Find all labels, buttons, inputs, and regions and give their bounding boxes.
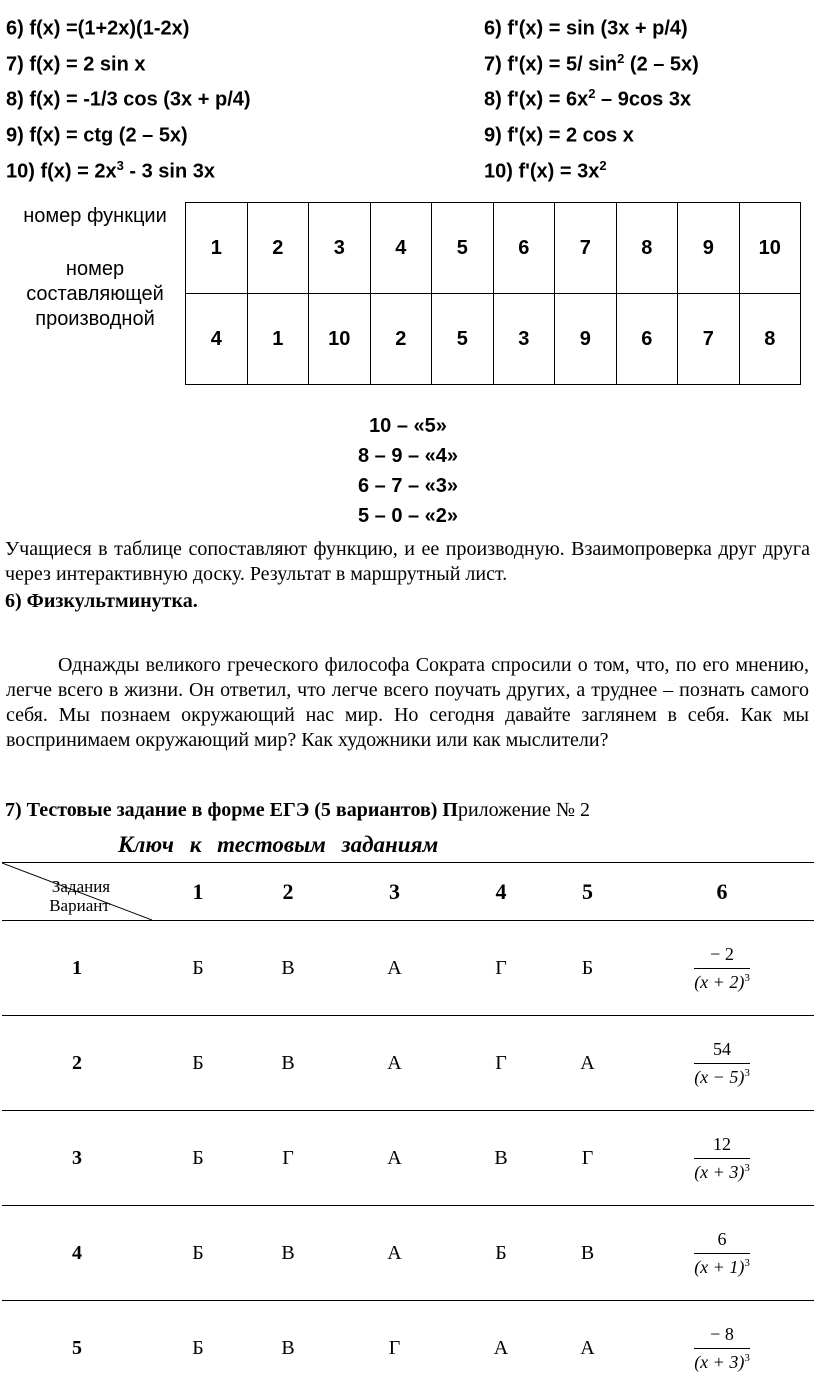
match-grid-header-row bbox=[186, 203, 801, 294]
match-label-top: номер функции bbox=[23, 205, 167, 228]
answer-cell: В bbox=[281, 1337, 295, 1360]
answer-cell: А bbox=[580, 1337, 595, 1360]
function-item: 8) f(x) = -1/3 cos (3x + p/4) bbox=[6, 88, 251, 111]
answer-fraction-cell bbox=[630, 1301, 814, 1386]
answer-cell: В bbox=[281, 956, 295, 979]
match-cell: 4 bbox=[186, 294, 248, 385]
derivative-item: 8) $f'(x) = 6x^2 - 9\cos$ 3x bbox=[484, 86, 692, 111]
key-col-header: 3 bbox=[389, 878, 400, 904]
answer-cell: Г bbox=[495, 1051, 507, 1074]
match-cell: 7 bbox=[555, 203, 617, 294]
fraction: $\frac{12}{(x + 3)^3}$ bbox=[694, 1133, 750, 1182]
answer-cell: Б bbox=[192, 1146, 204, 1169]
match-table-label bbox=[5, 202, 185, 385]
answer-cell: В bbox=[494, 1146, 508, 1169]
key-table-row bbox=[2, 1206, 814, 1301]
answer-cell: Б bbox=[192, 1051, 204, 1074]
function-item: 10) $f(x) = 2x^3 - 3$ sin 3x bbox=[6, 157, 215, 183]
answer-cell: Г bbox=[495, 956, 507, 979]
match-cell: 9 bbox=[678, 203, 740, 294]
key-table-title: Ключ к тестовым заданиям bbox=[118, 832, 439, 858]
answer-cell: Б bbox=[192, 1337, 204, 1360]
grading-line: 5 – 0 – «2» bbox=[357, 505, 459, 528]
heading-test-regular-part: риложение № 2 bbox=[457, 799, 590, 822]
answer-cell: А bbox=[387, 1051, 402, 1074]
paragraph-socrates: Однажды великого греческого философа Сократа спросили о том, что, по его мнению, легче всего в жизни. Он ответил, что легче всего поучать других, а труднее – познать самого себя. Мы познаем окружающий нас мир. Но сегодня давайте заглянем в себя. Как мы воспринимаем окружающий мир? Как художники или как мыслители? bbox=[6, 654, 809, 752]
function-item: 9) f(x) = ctg (2 – 5x) bbox=[6, 124, 188, 147]
grading-line: 10 – «5» bbox=[369, 415, 447, 438]
variant-number: 3 bbox=[72, 1146, 82, 1169]
match-cell: 4 bbox=[370, 203, 432, 294]
answer-cell: А bbox=[580, 1051, 595, 1074]
answer-cell: А bbox=[387, 1241, 402, 1264]
heading-fizkultminutka: 6) Физкультминутка. bbox=[5, 590, 198, 613]
answer-cell: В bbox=[281, 1051, 295, 1074]
key-col-header: 4 bbox=[495, 878, 507, 904]
match-cell: 3 bbox=[309, 203, 371, 294]
fraction: $\frac{- 2}{(x + 2)^3}$ bbox=[694, 943, 750, 992]
match-cell: 1 bbox=[247, 294, 309, 385]
function-item: 7) f(x) = 2 sin x bbox=[6, 53, 146, 76]
match-cell: 6 bbox=[616, 294, 678, 385]
function-lists bbox=[6, 8, 816, 186]
match-cell: 2 bbox=[247, 203, 309, 294]
match-cell: 10 bbox=[309, 294, 371, 385]
key-col-header: 6 bbox=[716, 878, 728, 904]
derivative-item: 7) f'(x) = 5/ $\sin^2 (2 - 5x)$ bbox=[484, 50, 699, 76]
corner-label-variant: Вариант bbox=[49, 895, 110, 915]
key-table-row bbox=[2, 1016, 814, 1111]
match-cell: 8 bbox=[616, 203, 678, 294]
fraction: $\frac{6}{(x + 1)^3}$ bbox=[694, 1228, 750, 1277]
function-item: 6) f(x) =(1+2x)(1-2x) bbox=[6, 17, 190, 40]
match-cell: 6 bbox=[493, 203, 555, 294]
key-table bbox=[2, 862, 814, 1386]
variant-number: 1 bbox=[72, 956, 82, 979]
key-table-row bbox=[2, 1301, 814, 1386]
function-list-left bbox=[6, 8, 484, 186]
match-cell: 3 bbox=[493, 294, 555, 385]
key-col-header: 1 bbox=[192, 878, 204, 904]
variant-number: 2 bbox=[72, 1051, 82, 1074]
answer-cell: Г bbox=[388, 1337, 401, 1360]
corner-cell bbox=[2, 863, 152, 921]
grading-line: 6 – 7 – «3» bbox=[357, 475, 459, 498]
heading-test-task bbox=[5, 799, 811, 822]
match-cell: 10 bbox=[739, 203, 801, 294]
answer-cell: Г bbox=[581, 1146, 594, 1169]
match-grid bbox=[185, 202, 801, 385]
match-label-bottom: номер составляющей производной bbox=[26, 258, 164, 331]
key-table-header-row bbox=[2, 863, 814, 921]
grading-scale bbox=[0, 411, 816, 531]
match-cell: 7 bbox=[678, 294, 740, 385]
variant-number: 4 bbox=[72, 1241, 82, 1264]
answer-fraction-cell bbox=[630, 1206, 814, 1301]
match-cell: 8 bbox=[739, 294, 801, 385]
derivative-item: 6) f'(x) = sin (3x + p/4) bbox=[484, 17, 688, 40]
answer-cell: Б bbox=[192, 1241, 204, 1264]
match-cell: 9 bbox=[555, 294, 617, 385]
answer-cell: А bbox=[493, 1337, 509, 1360]
variant-number: 5 bbox=[72, 1337, 82, 1360]
fraction: $\frac{- 8}{(x + 3)^3}$ bbox=[694, 1324, 750, 1373]
heading-test-bold-part: 7) Тестовые задание в форме ЕГЭ (5 вариантов) П bbox=[5, 799, 458, 822]
answer-cell: В bbox=[281, 1241, 295, 1264]
answer-fraction-cell bbox=[630, 1016, 814, 1111]
match-table bbox=[5, 202, 808, 385]
key-table-row bbox=[2, 1111, 814, 1206]
paragraph-check: Учащиеся в таблице сопоставляют функцию, и ее производную. Взаимопроверка друг друга через интерактивную доску. Результат в маршрутный лист. bbox=[5, 538, 810, 586]
answer-cell: А bbox=[387, 956, 402, 979]
match-cell: 2 bbox=[370, 294, 432, 385]
match-cell: 1 bbox=[186, 203, 248, 294]
answer-fraction-cell bbox=[630, 921, 814, 1016]
derivative-item: 10) $f'(x) = 3x^2$ bbox=[484, 157, 607, 183]
answer-cell: Б bbox=[581, 956, 594, 979]
derivative-item: 9) f'(x) = 2 cos x bbox=[484, 124, 634, 147]
match-cell: 5 bbox=[432, 294, 494, 385]
match-grid-value-row bbox=[186, 294, 801, 385]
answer-cell: Г bbox=[282, 1146, 294, 1169]
answer-cell: Б bbox=[192, 956, 204, 979]
answer-cell: А bbox=[387, 1146, 402, 1169]
answer-fraction-cell bbox=[630, 1111, 814, 1206]
key-col-header: 5 bbox=[582, 878, 593, 904]
grading-line: 8 – 9 – «4» bbox=[357, 445, 459, 468]
answer-cell: В bbox=[580, 1241, 595, 1264]
function-list-right bbox=[484, 8, 816, 186]
key-table-row bbox=[2, 921, 814, 1016]
fraction: $\frac{54}{(x - 5)^3}$ bbox=[694, 1038, 750, 1087]
match-cell: 5 bbox=[432, 203, 494, 294]
corner-label-tasks: Задания bbox=[51, 876, 111, 896]
answer-cell: Б bbox=[495, 1241, 507, 1264]
key-col-header: 2 bbox=[282, 878, 294, 904]
